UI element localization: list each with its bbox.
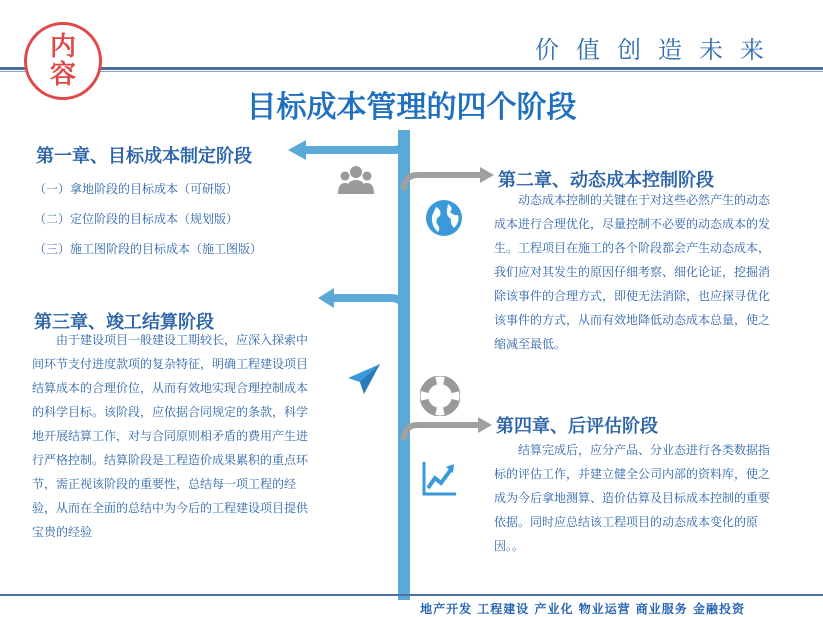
badge-char-top: 内: [49, 32, 76, 62]
trunk: [398, 130, 410, 600]
chapter3-title: 第三章、竣工结算阶段: [34, 312, 214, 333]
slogan: 价值创造未来: [535, 36, 781, 64]
footer-tagline: 地产开发 工程建设 产业化 物业运营 商业服务 金融投资: [420, 602, 745, 616]
page-title: 目标成本管理的四个阶段: [246, 90, 577, 125]
arrow-ch3: [318, 288, 334, 308]
arrow-ch4: [478, 417, 492, 433]
paper-plane-icon: [344, 360, 384, 400]
branch-ch3: [330, 298, 404, 310]
branch-ch4: [404, 425, 480, 440]
footer-line: [0, 594, 823, 596]
branch-ch2: [404, 175, 482, 190]
people-icon: [336, 160, 376, 200]
chapter1-item-3: （三）施工图阶段的目标成本（施工图版）: [34, 242, 263, 256]
chapter3-text: 由于建设项目一般建设工期较长，应深入探索中间环节支付进度款项的复杂特征，明确工程建设项目结算成本的合理价位，从而有效地实现合理控制成本的科学目标。该阶段，应依据合同规定的条款，科学地开展结算工作，对与合同原则相矛盾的费用产生进行严格控制。结算阶段是工程造价成果累积的重点环节，需正视该阶段的重要性，总结每一项工程的经验，从而在全面的总结中为今后的工程建设项目提供宝贵的经验: [32, 333, 309, 539]
chapter4-title: 第四章、后评估阶段: [496, 416, 658, 437]
badge-char-bottom: 容: [49, 60, 76, 90]
chapter2-text: 动态成本控制的关键在于对这些必然产生的动态成本进行合理优化，尽量控制不必要的动态成本的发生。工程项目在施工的各个阶段都会产生动态成本，我们应对其发生的原因仔细考察、细化论证，挖掘消除该事件的合理方式，即使无法消除，也应探寻优化该事件的方式，从而有效地降低动态成本总量，使之缩减至最低。: [494, 193, 771, 351]
arrow-ch2: [480, 167, 494, 183]
chart-icon: [420, 458, 460, 498]
branch-ch1: [300, 140, 404, 150]
chapter2-title: 第二章、动态成本控制阶段: [498, 170, 714, 191]
globe-icon: [424, 198, 464, 238]
chapter1-item-1: （一）拿地阶段的目标成本（可研版）: [34, 182, 239, 196]
lifebuoy-icon: [420, 376, 460, 416]
chapter1-item-2: （二）定位阶段的目标成本（规划版）: [34, 212, 239, 226]
chapter4-text: 结算完成后，应分产品、分业态进行各类数据指标的评估工作，并建立健全公司内部的资料库，使之成为今后拿地测算、造价估算及目标成本控制的重要依据。同时应总结该工程项目的动态成本变化的原因。。: [494, 443, 771, 553]
arrow-ch1: [288, 140, 306, 160]
chapter1-title: 第一章、目标成本制定阶段: [36, 146, 252, 167]
